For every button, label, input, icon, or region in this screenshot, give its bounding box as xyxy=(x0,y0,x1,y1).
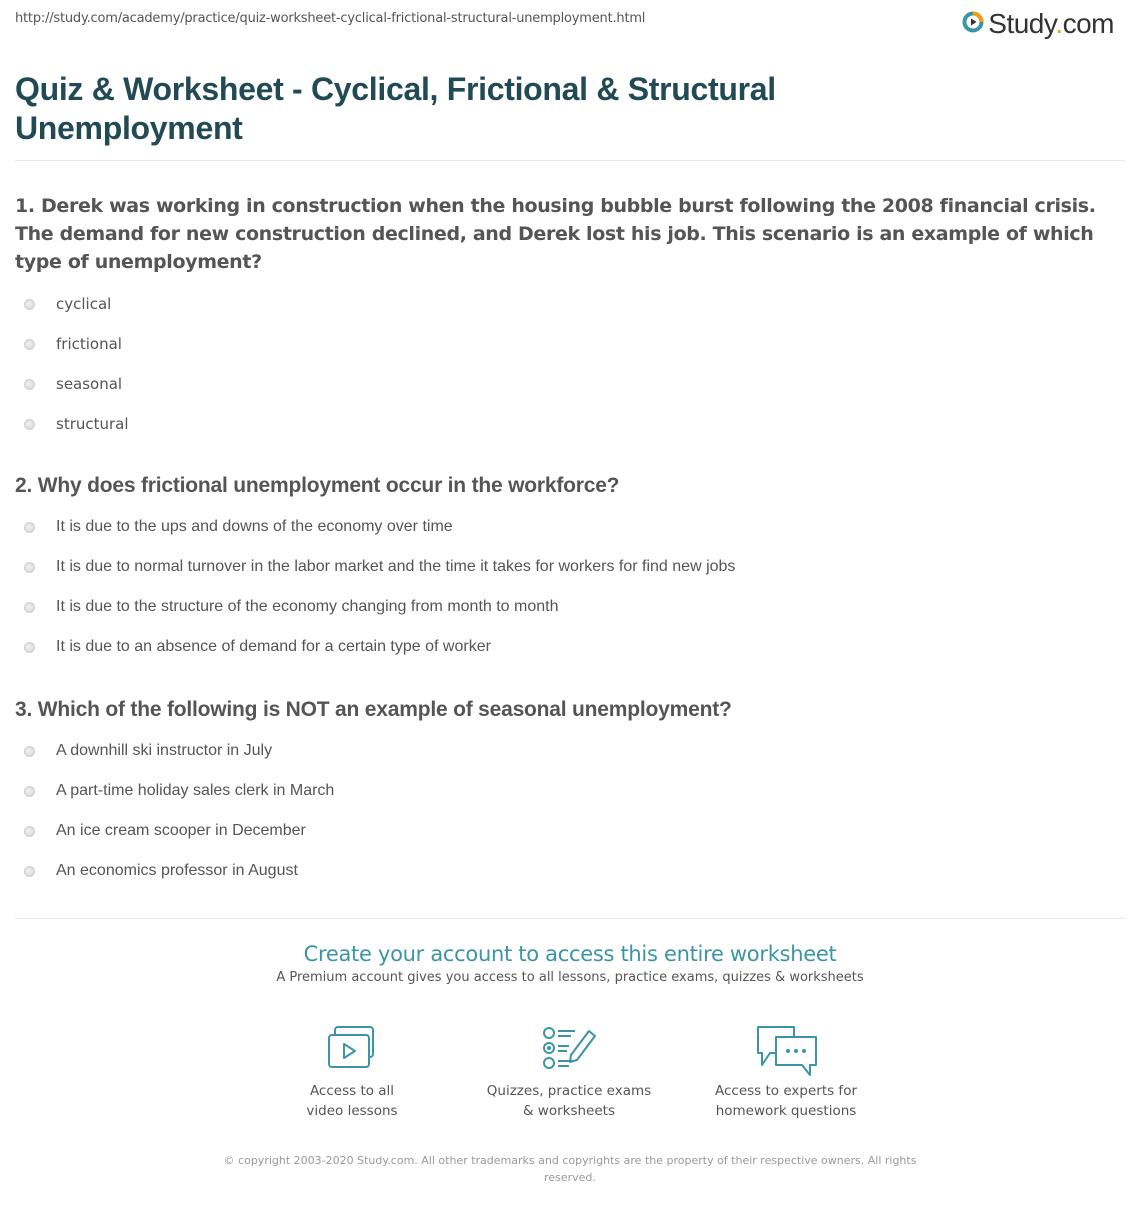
cta-title[interactable]: Create your account to access this entire worksheet xyxy=(303,942,837,966)
answer-option[interactable]: An economics professor in August xyxy=(15,851,1125,891)
answer-option[interactable]: A part-time holiday sales clerk in March xyxy=(15,771,1125,811)
radio-button[interactable] xyxy=(24,602,35,613)
title-divider xyxy=(15,160,1125,161)
feature-label: Access to all video lessons xyxy=(306,1083,398,1119)
question-text: 1. Derek was working in construction when the housing bubble burst following the 2008 financial crisis. The demand for new construction declined, and Derek lost his job. This scenario is an example of which type of unemployment? xyxy=(15,195,1096,273)
answer-option[interactable]: It is due to an absence of demand for a certain type of worker xyxy=(15,627,1125,667)
feature-experts xyxy=(696,1025,876,1121)
radio-button[interactable] xyxy=(24,562,35,573)
feature-quizzes xyxy=(479,1025,659,1121)
answer-option[interactable]: It is due to the structure of the economy changing from month to month xyxy=(15,587,1125,627)
answer-option[interactable]: A downhill ski instructor in July xyxy=(15,731,1125,771)
question-3 xyxy=(15,696,1125,891)
answer-option[interactable]: frictional xyxy=(15,324,1125,364)
answer-option[interactable]: seasonal xyxy=(15,364,1125,404)
signup-cta xyxy=(0,942,1140,985)
radio-button[interactable] xyxy=(24,826,35,837)
question-text: 2. Why does frictional unemployment occur in the workforce? xyxy=(15,474,620,497)
radio-button[interactable] xyxy=(24,746,35,757)
video-lessons-icon xyxy=(262,1025,442,1071)
radio-button[interactable] xyxy=(24,379,35,390)
question-1 xyxy=(15,192,1125,444)
feature-label: Quizzes, practice exams & worksheets xyxy=(486,1083,652,1119)
cta-divider xyxy=(15,918,1125,919)
radio-button[interactable] xyxy=(24,299,35,310)
radio-button[interactable] xyxy=(24,419,35,430)
answer-option[interactable]: cyclical xyxy=(15,284,1125,324)
feature-label: Access to experts for homework questions xyxy=(714,1083,857,1119)
quiz-checklist-icon xyxy=(479,1025,659,1071)
study-logo[interactable] xyxy=(962,8,1114,40)
page-title: Quiz & Worksheet - Cyclical, Frictional & Structural Unemployment xyxy=(15,71,776,146)
radio-button[interactable] xyxy=(24,786,35,797)
answer-option[interactable]: An ice cream scooper in December xyxy=(15,811,1125,851)
logo-text: Study.com xyxy=(988,8,1114,39)
cta-subtitle: A Premium account gives you access to all lessons, practice exams, quizzes & worksheets xyxy=(276,970,864,985)
copyright-footer: © copyright 2003-2020 Study.com. All other trademarks and copyrights are the property of their respective owners. All rights reserved. xyxy=(223,1154,917,1184)
page-url: http://study.com/academy/practice/quiz-worksheet-cyclical-frictional-structural-unemployment.html xyxy=(15,11,646,26)
feature-video-lessons xyxy=(262,1025,442,1121)
answer-option[interactable]: It is due to normal turnover in the labor market and the time it takes for workers for find new jobs xyxy=(15,547,1125,587)
chat-bubbles-icon xyxy=(696,1025,876,1077)
answer-option[interactable]: It is due to the ups and downs of the economy over time xyxy=(15,507,1125,547)
answer-option[interactable]: structural xyxy=(15,404,1125,444)
question-2 xyxy=(15,472,1125,667)
radio-button[interactable] xyxy=(24,522,35,533)
question-text: 3. Which of the following is NOT an example of seasonal unemployment? xyxy=(15,698,732,721)
radio-button[interactable] xyxy=(24,642,35,653)
radio-button[interactable] xyxy=(24,866,35,877)
radio-button[interactable] xyxy=(24,339,35,350)
play-circle-logo-icon xyxy=(962,11,984,37)
